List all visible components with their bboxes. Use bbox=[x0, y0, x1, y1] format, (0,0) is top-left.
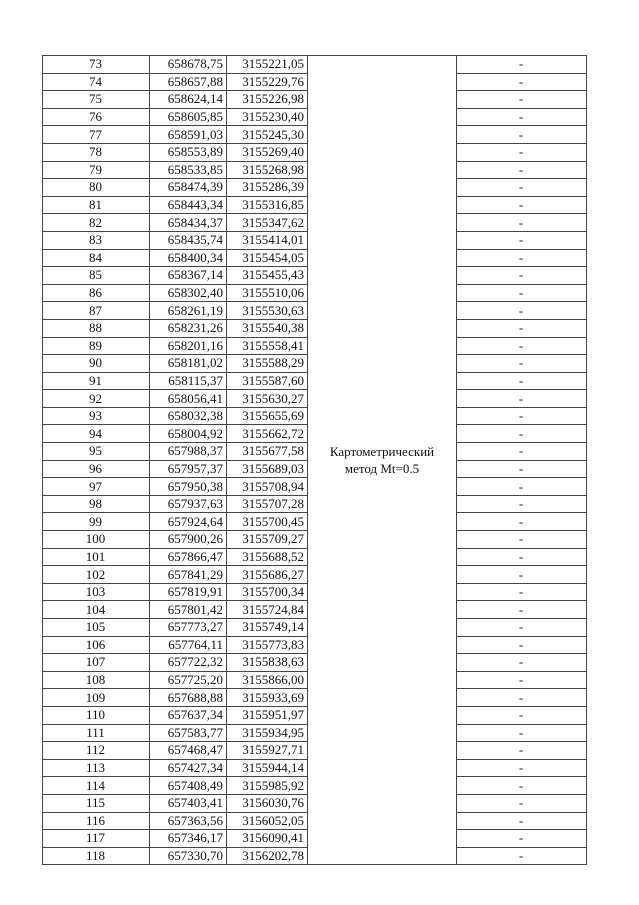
point-number-cell: 111 bbox=[43, 724, 150, 742]
y-coordinate-cell: 3156202,78 bbox=[227, 847, 308, 865]
value-cell: - bbox=[457, 548, 587, 566]
point-number-cell: 82 bbox=[43, 214, 150, 232]
y-coordinate-cell: 3155707,28 bbox=[227, 495, 308, 513]
point-number-cell: 99 bbox=[43, 513, 150, 531]
value-cell: - bbox=[457, 495, 587, 513]
value-cell: - bbox=[457, 231, 587, 249]
x-coordinate-cell: 657725,20 bbox=[150, 671, 227, 689]
x-coordinate-cell: 657937,63 bbox=[150, 495, 227, 513]
value-cell: - bbox=[457, 143, 587, 161]
value-cell: - bbox=[457, 108, 587, 126]
value-cell: - bbox=[457, 794, 587, 812]
value-cell: - bbox=[457, 196, 587, 214]
x-coordinate-cell: 657688,88 bbox=[150, 689, 227, 707]
x-coordinate-cell: 658261,19 bbox=[150, 302, 227, 320]
point-number-cell: 89 bbox=[43, 337, 150, 355]
y-coordinate-cell: 3155838,63 bbox=[227, 654, 308, 672]
point-number-cell: 76 bbox=[43, 108, 150, 126]
y-coordinate-cell: 3155630,27 bbox=[227, 390, 308, 408]
point-number-cell: 87 bbox=[43, 302, 150, 320]
point-number-cell: 75 bbox=[43, 91, 150, 109]
point-number-cell: 92 bbox=[43, 390, 150, 408]
x-coordinate-cell: 657330,70 bbox=[150, 847, 227, 865]
point-number-cell: 85 bbox=[43, 267, 150, 285]
x-coordinate-cell: 657403,41 bbox=[150, 794, 227, 812]
value-cell: - bbox=[457, 214, 587, 232]
point-number-cell: 105 bbox=[43, 619, 150, 637]
y-coordinate-cell: 3155677,58 bbox=[227, 443, 308, 461]
x-coordinate-cell: 657637,34 bbox=[150, 706, 227, 724]
point-number-cell: 80 bbox=[43, 179, 150, 197]
x-coordinate-cell: 657819,91 bbox=[150, 583, 227, 601]
x-coordinate-cell: 658201,16 bbox=[150, 337, 227, 355]
x-coordinate-cell: 657866,47 bbox=[150, 548, 227, 566]
y-coordinate-cell: 3155316,85 bbox=[227, 196, 308, 214]
value-cell: - bbox=[457, 759, 587, 777]
x-coordinate-cell: 658553,89 bbox=[150, 143, 227, 161]
point-number-cell: 113 bbox=[43, 759, 150, 777]
y-coordinate-cell: 3155558,41 bbox=[227, 337, 308, 355]
value-cell: - bbox=[457, 654, 587, 672]
value-cell: - bbox=[457, 179, 587, 197]
y-coordinate-cell: 3155944,14 bbox=[227, 759, 308, 777]
value-cell: - bbox=[457, 425, 587, 443]
x-coordinate-cell: 657722,32 bbox=[150, 654, 227, 672]
value-cell: - bbox=[457, 372, 587, 390]
x-coordinate-cell: 657900,26 bbox=[150, 531, 227, 549]
point-number-cell: 88 bbox=[43, 319, 150, 337]
y-coordinate-cell: 3155700,34 bbox=[227, 583, 308, 601]
y-coordinate-cell: 3155530,63 bbox=[227, 302, 308, 320]
table-row bbox=[43, 56, 587, 74]
value-cell: - bbox=[457, 302, 587, 320]
x-coordinate-cell: 658181,02 bbox=[150, 355, 227, 373]
point-number-cell: 112 bbox=[43, 742, 150, 760]
point-number-cell: 94 bbox=[43, 425, 150, 443]
x-coordinate-cell: 658004,92 bbox=[150, 425, 227, 443]
x-coordinate-cell: 657346,17 bbox=[150, 830, 227, 848]
value-cell: - bbox=[457, 742, 587, 760]
x-coordinate-cell: 658367,14 bbox=[150, 267, 227, 285]
point-number-cell: 104 bbox=[43, 601, 150, 619]
value-cell: - bbox=[457, 73, 587, 91]
value-cell: - bbox=[457, 689, 587, 707]
point-number-cell: 114 bbox=[43, 777, 150, 795]
y-coordinate-cell: 3156030,76 bbox=[227, 794, 308, 812]
value-cell: - bbox=[457, 267, 587, 285]
y-coordinate-cell: 3155286,39 bbox=[227, 179, 308, 197]
point-number-cell: 97 bbox=[43, 478, 150, 496]
point-number-cell: 115 bbox=[43, 794, 150, 812]
x-coordinate-cell: 657427,34 bbox=[150, 759, 227, 777]
value-cell: - bbox=[457, 583, 587, 601]
value-cell: - bbox=[457, 478, 587, 496]
y-coordinate-cell: 3155933,69 bbox=[227, 689, 308, 707]
x-coordinate-cell: 657773,27 bbox=[150, 619, 227, 637]
point-number-cell: 91 bbox=[43, 372, 150, 390]
point-number-cell: 110 bbox=[43, 706, 150, 724]
y-coordinate-cell: 3155230,40 bbox=[227, 108, 308, 126]
value-cell: - bbox=[457, 566, 587, 584]
x-coordinate-cell: 658231,26 bbox=[150, 319, 227, 337]
value-cell: - bbox=[457, 249, 587, 267]
x-coordinate-cell: 657841,29 bbox=[150, 566, 227, 584]
y-coordinate-cell: 3155951,97 bbox=[227, 706, 308, 724]
value-cell: - bbox=[457, 390, 587, 408]
y-coordinate-cell: 3155455,43 bbox=[227, 267, 308, 285]
point-number-cell: 90 bbox=[43, 355, 150, 373]
coordinates-table-body bbox=[43, 56, 587, 865]
y-coordinate-cell: 3156052,05 bbox=[227, 812, 308, 830]
method-note-cell: Картометрический метод Mt=0.5 bbox=[308, 56, 457, 865]
value-cell: - bbox=[457, 460, 587, 478]
value-cell: - bbox=[457, 830, 587, 848]
y-coordinate-cell: 3155689,03 bbox=[227, 460, 308, 478]
y-coordinate-cell: 3155655,69 bbox=[227, 407, 308, 425]
point-number-cell: 74 bbox=[43, 73, 150, 91]
x-coordinate-cell: 658474,39 bbox=[150, 179, 227, 197]
x-coordinate-cell: 658605,85 bbox=[150, 108, 227, 126]
y-coordinate-cell: 3155724,84 bbox=[227, 601, 308, 619]
value-cell: - bbox=[457, 619, 587, 637]
x-coordinate-cell: 657468,47 bbox=[150, 742, 227, 760]
y-coordinate-cell: 3155414,01 bbox=[227, 231, 308, 249]
x-coordinate-cell: 658443,34 bbox=[150, 196, 227, 214]
value-cell: - bbox=[457, 812, 587, 830]
point-number-cell: 106 bbox=[43, 636, 150, 654]
y-coordinate-cell: 3155866,00 bbox=[227, 671, 308, 689]
point-number-cell: 116 bbox=[43, 812, 150, 830]
x-coordinate-cell: 657924,64 bbox=[150, 513, 227, 531]
y-coordinate-cell: 3155708,94 bbox=[227, 478, 308, 496]
value-cell: - bbox=[457, 56, 587, 74]
value-cell: - bbox=[457, 636, 587, 654]
y-coordinate-cell: 3155773,83 bbox=[227, 636, 308, 654]
point-number-cell: 95 bbox=[43, 443, 150, 461]
point-number-cell: 86 bbox=[43, 284, 150, 302]
value-cell: - bbox=[457, 161, 587, 179]
y-coordinate-cell: 3155709,27 bbox=[227, 531, 308, 549]
point-number-cell: 102 bbox=[43, 566, 150, 584]
x-coordinate-cell: 658434,37 bbox=[150, 214, 227, 232]
point-number-cell: 100 bbox=[43, 531, 150, 549]
point-number-cell: 109 bbox=[43, 689, 150, 707]
point-number-cell: 93 bbox=[43, 407, 150, 425]
y-coordinate-cell: 3155934,95 bbox=[227, 724, 308, 742]
y-coordinate-cell: 3155245,30 bbox=[227, 126, 308, 144]
value-cell: - bbox=[457, 355, 587, 373]
x-coordinate-cell: 657408,49 bbox=[150, 777, 227, 795]
y-coordinate-cell: 3155985,92 bbox=[227, 777, 308, 795]
y-coordinate-cell: 3155587,60 bbox=[227, 372, 308, 390]
value-cell: - bbox=[457, 407, 587, 425]
y-coordinate-cell: 3155927,71 bbox=[227, 742, 308, 760]
value-cell: - bbox=[457, 531, 587, 549]
y-coordinate-cell: 3155226,98 bbox=[227, 91, 308, 109]
value-cell: - bbox=[457, 284, 587, 302]
y-coordinate-cell: 3155268,98 bbox=[227, 161, 308, 179]
value-cell: - bbox=[457, 724, 587, 742]
y-coordinate-cell: 3155686,27 bbox=[227, 566, 308, 584]
point-number-cell: 98 bbox=[43, 495, 150, 513]
point-number-cell: 118 bbox=[43, 847, 150, 865]
x-coordinate-cell: 658032,38 bbox=[150, 407, 227, 425]
value-cell: - bbox=[457, 706, 587, 724]
x-coordinate-cell: 658056,41 bbox=[150, 390, 227, 408]
value-cell: - bbox=[457, 671, 587, 689]
point-number-cell: 83 bbox=[43, 231, 150, 249]
y-coordinate-cell: 3155540,38 bbox=[227, 319, 308, 337]
x-coordinate-cell: 658533,85 bbox=[150, 161, 227, 179]
point-number-cell: 103 bbox=[43, 583, 150, 601]
x-coordinate-cell: 658302,40 bbox=[150, 284, 227, 302]
x-coordinate-cell: 657801,42 bbox=[150, 601, 227, 619]
x-coordinate-cell: 657583,77 bbox=[150, 724, 227, 742]
value-cell: - bbox=[457, 513, 587, 531]
x-coordinate-cell: 657764,11 bbox=[150, 636, 227, 654]
value-cell: - bbox=[457, 443, 587, 461]
point-number-cell: 84 bbox=[43, 249, 150, 267]
y-coordinate-cell: 3155229,76 bbox=[227, 73, 308, 91]
point-number-cell: 108 bbox=[43, 671, 150, 689]
value-cell: - bbox=[457, 601, 587, 619]
value-cell: - bbox=[457, 337, 587, 355]
y-coordinate-cell: 3156090,41 bbox=[227, 830, 308, 848]
point-number-cell: 78 bbox=[43, 143, 150, 161]
point-number-cell: 117 bbox=[43, 830, 150, 848]
y-coordinate-cell: 3155749,14 bbox=[227, 619, 308, 637]
point-number-cell: 77 bbox=[43, 126, 150, 144]
point-number-cell: 101 bbox=[43, 548, 150, 566]
y-coordinate-cell: 3155688,52 bbox=[227, 548, 308, 566]
x-coordinate-cell: 658624,14 bbox=[150, 91, 227, 109]
x-coordinate-cell: 657950,38 bbox=[150, 478, 227, 496]
value-cell: - bbox=[457, 91, 587, 109]
x-coordinate-cell: 658591,03 bbox=[150, 126, 227, 144]
coordinates-table bbox=[42, 55, 587, 865]
y-coordinate-cell: 3155454,05 bbox=[227, 249, 308, 267]
y-coordinate-cell: 3155221,05 bbox=[227, 56, 308, 74]
value-cell: - bbox=[457, 319, 587, 337]
point-number-cell: 73 bbox=[43, 56, 150, 74]
value-cell: - bbox=[457, 126, 587, 144]
x-coordinate-cell: 657957,37 bbox=[150, 460, 227, 478]
value-cell: - bbox=[457, 847, 587, 865]
x-coordinate-cell: 657988,37 bbox=[150, 443, 227, 461]
y-coordinate-cell: 3155662,72 bbox=[227, 425, 308, 443]
value-cell: - bbox=[457, 777, 587, 795]
x-coordinate-cell: 658400,34 bbox=[150, 249, 227, 267]
x-coordinate-cell: 658657,88 bbox=[150, 73, 227, 91]
x-coordinate-cell: 657363,56 bbox=[150, 812, 227, 830]
point-number-cell: 79 bbox=[43, 161, 150, 179]
x-coordinate-cell: 658115,37 bbox=[150, 372, 227, 390]
y-coordinate-cell: 3155588,29 bbox=[227, 355, 308, 373]
point-number-cell: 81 bbox=[43, 196, 150, 214]
x-coordinate-cell: 658435,74 bbox=[150, 231, 227, 249]
x-coordinate-cell: 658678,75 bbox=[150, 56, 227, 74]
point-number-cell: 96 bbox=[43, 460, 150, 478]
y-coordinate-cell: 3155700,45 bbox=[227, 513, 308, 531]
y-coordinate-cell: 3155269,40 bbox=[227, 143, 308, 161]
y-coordinate-cell: 3155510,06 bbox=[227, 284, 308, 302]
point-number-cell: 107 bbox=[43, 654, 150, 672]
y-coordinate-cell: 3155347,62 bbox=[227, 214, 308, 232]
